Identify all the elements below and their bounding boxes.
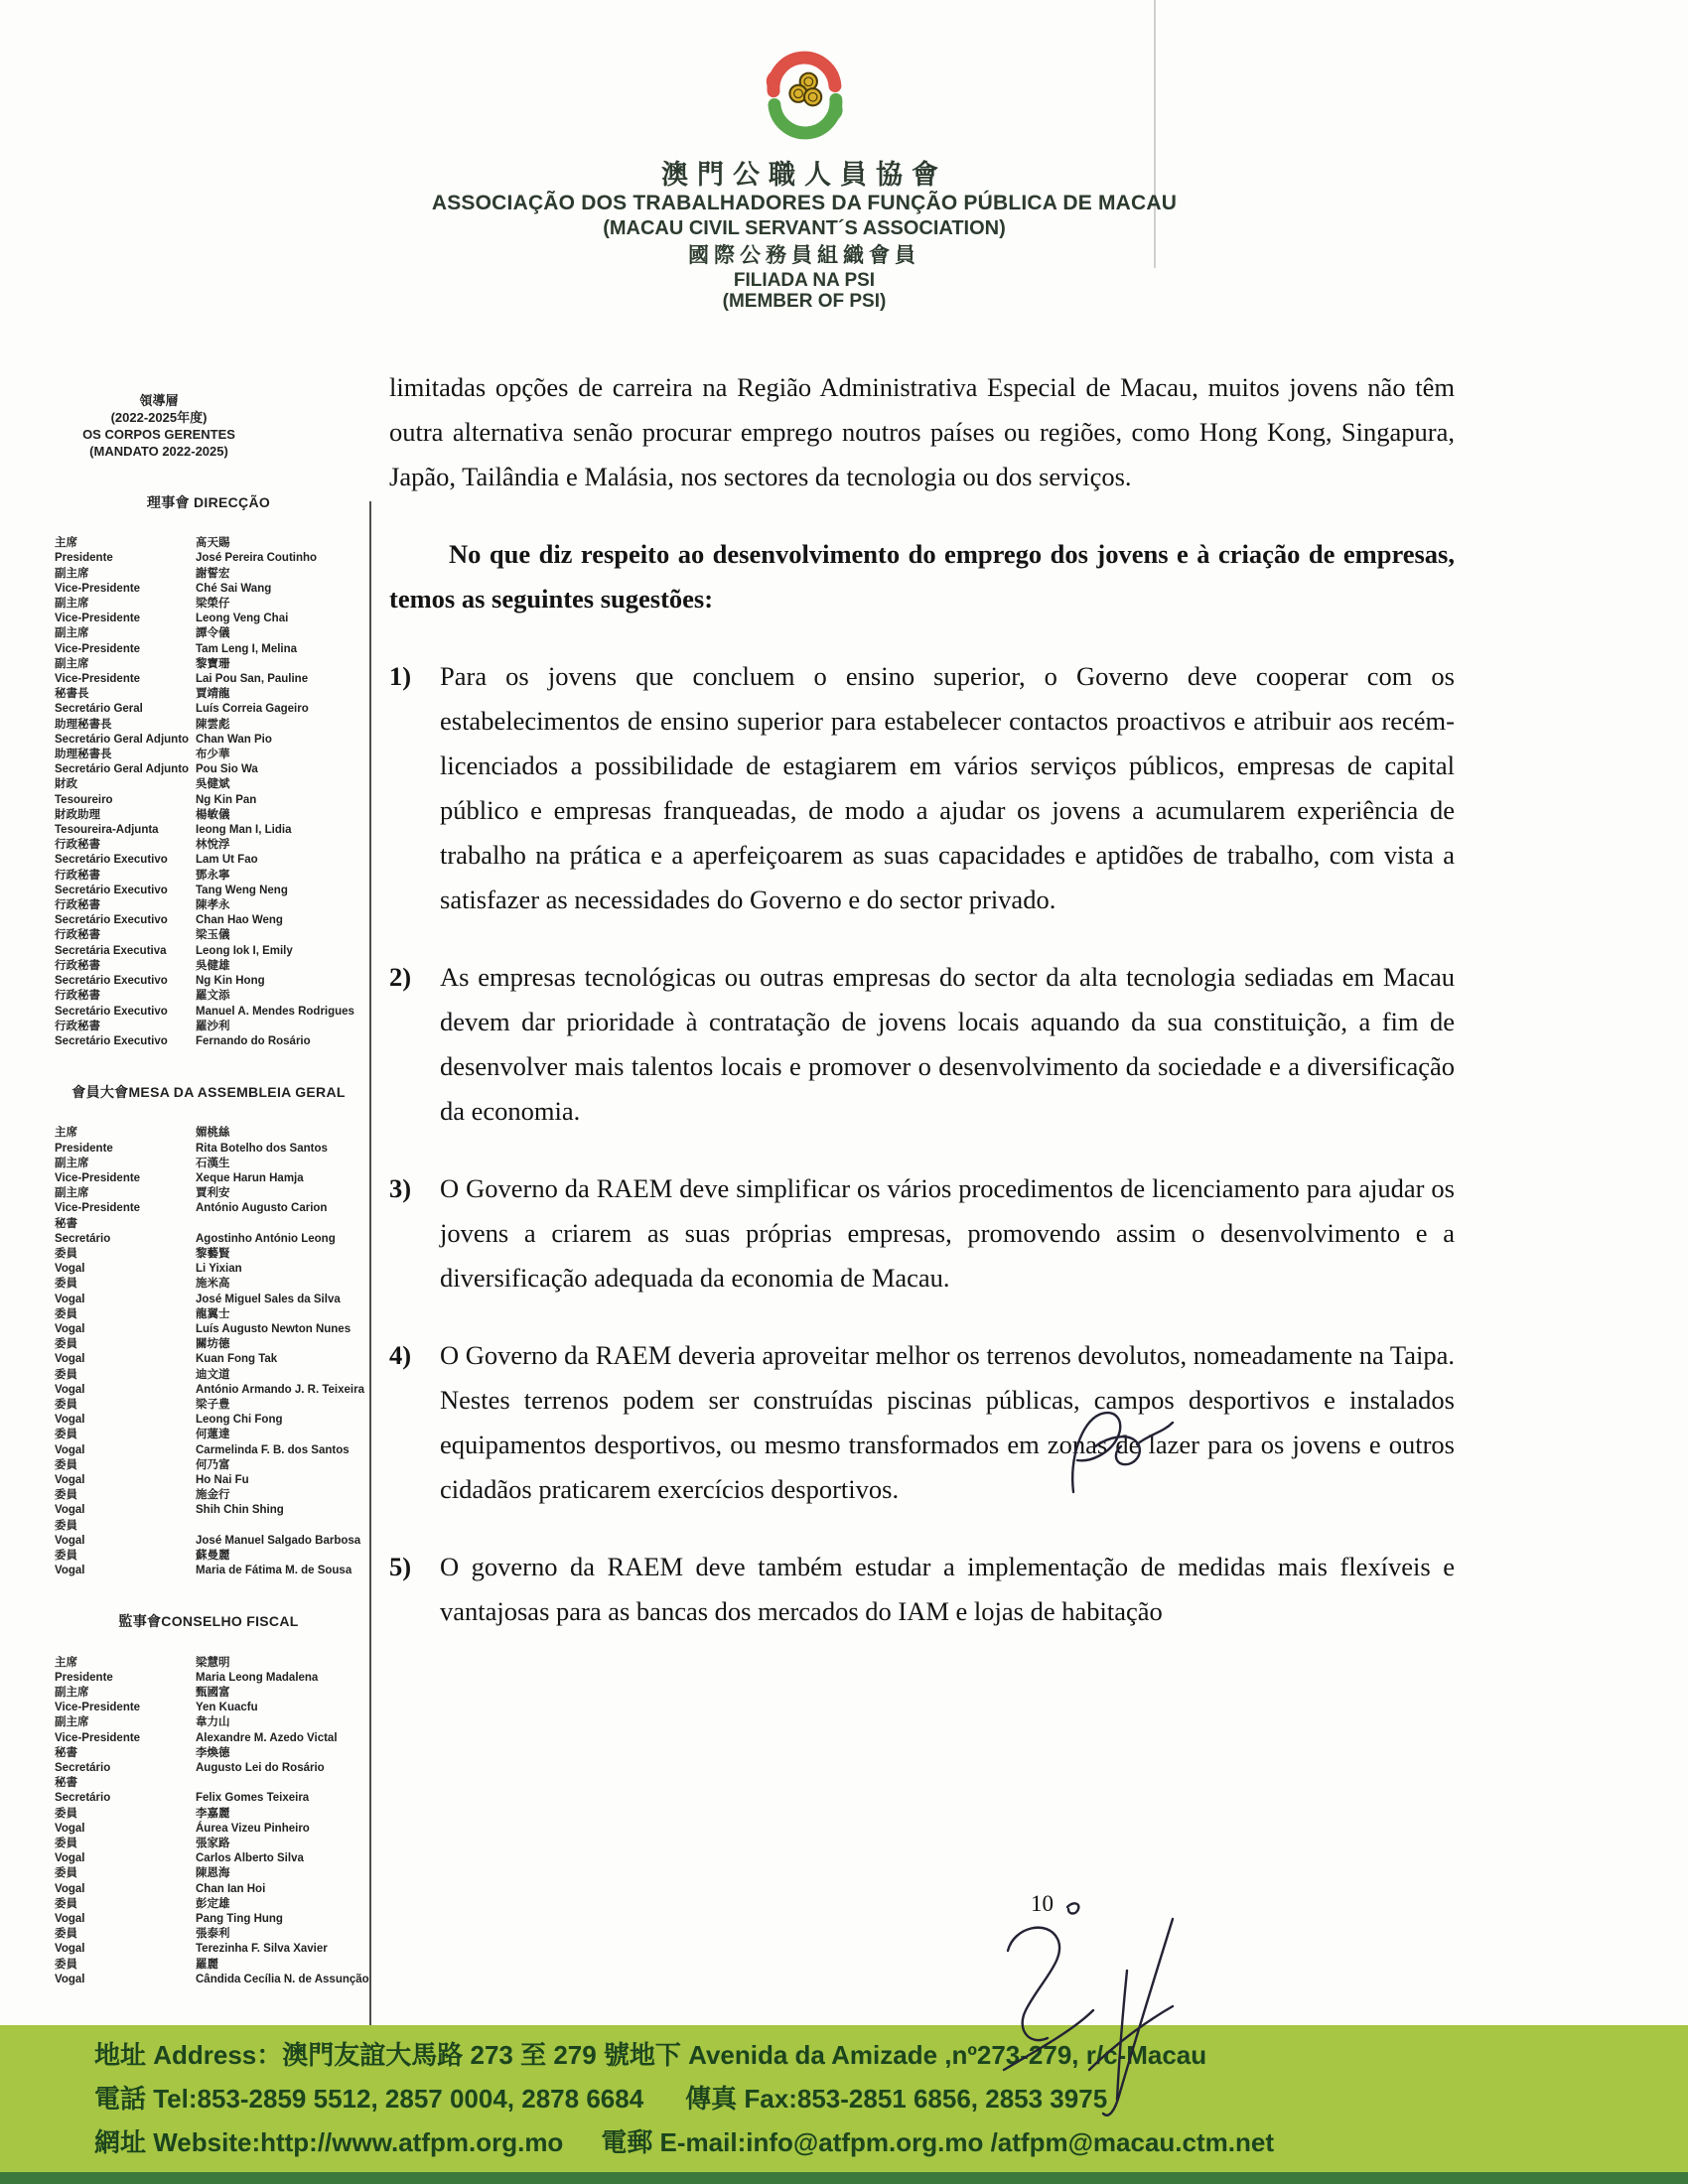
suggestion-item <box>389 1545 1455 1634</box>
member-name: Leong Chi Fong <box>196 1414 283 1427</box>
member-name: Yen Kuacfu <box>196 1702 258 1714</box>
member-name: Carmelinda F. B. dos Santos <box>196 1443 350 1456</box>
member-role: Vogal <box>55 1473 85 1486</box>
signature-flourish <box>1072 1413 1120 1492</box>
leadership-sidebar <box>55 392 370 1987</box>
member-role: Secretário Geral Adjunto <box>55 733 190 746</box>
member-name: Chan Wan Pio <box>196 733 272 746</box>
member-role: 行政秘書 <box>55 959 100 972</box>
member-role: Vice-Presidente <box>55 1702 141 1714</box>
member-role: Secretário Geral <box>55 703 143 716</box>
member-role: Tesoureiro <box>55 793 113 806</box>
member-name: Cândida Cecília N. de Assunção <box>196 1973 369 1985</box>
member-name: Ng Kin Pan <box>196 793 257 806</box>
org-name-chinese: 澳門公職人員協會 <box>661 160 947 190</box>
member-name: Tam Leng I, Melina <box>196 642 298 655</box>
member-name: 何乃富 <box>196 1458 230 1471</box>
member-name: Carlos Alberto Silva <box>196 1852 304 1865</box>
member-role: 委員 <box>55 1838 77 1850</box>
member-name: 張泰利 <box>196 1928 230 1941</box>
logo-hand-bottom <box>774 99 836 133</box>
footer-bottom-edge <box>0 2172 1688 2184</box>
letterhead <box>283 38 1326 312</box>
member-role: Tesoureira-Adjunta <box>55 824 159 837</box>
member-role: Vogal <box>55 1383 85 1396</box>
member-name: 施米高 <box>196 1278 230 1291</box>
member-role: Vogal <box>55 1353 85 1366</box>
member-role: Vogal <box>55 1943 85 1956</box>
member-role: 委員 <box>55 1897 77 1910</box>
member-role: 副主席 <box>55 627 89 640</box>
suggestion-item <box>389 955 1455 1134</box>
member-name: Chan Ian Hoi <box>196 1882 266 1895</box>
member-role: 行政秘書 <box>55 1020 100 1032</box>
member-name: José Miguel Sales da Silva <box>196 1293 341 1305</box>
member-name: Lai Pou San, Pauline <box>196 673 309 686</box>
member-role: Secretário Geral Adjunto <box>55 763 190 776</box>
sidebar-term-zh: (2022-2025年度) <box>110 410 208 425</box>
member-name: Shih Chin Shing <box>196 1504 284 1517</box>
member-role: 副主席 <box>55 567 89 580</box>
footer-line-web <box>0 2120 1688 2164</box>
member-name: 謝誓宏 <box>196 567 230 580</box>
sidebar-title-zh: 領導層 <box>139 393 179 408</box>
footer-email: 電郵 E-mail:info@atfpm.org.mo /atfpm@macau.ctm.net <box>601 2127 1274 2157</box>
sidebar-term-pt: (MANDATO 2022-2025) <box>89 444 228 459</box>
member-name: 譚令儀 <box>196 627 230 640</box>
member-role: Vice-Presidente <box>55 1202 141 1215</box>
item-text: O Governo da RAEM deveria aproveitar melhor os terrenos devolutos, nomeadamente na Taipa. Nestes terrenos podem ser construídas piscinas públicas, campos desportivos e instalados equipamentos desportivos, ou mesmo transformados em zonas de lazer para os jovens e outros cidadãos praticarem exercícios desportivos. <box>440 1340 1455 1504</box>
footer-website: 網址 Website:http://www.atfpm.org.mo <box>94 2127 564 2157</box>
member-name: Maria de Fátima M. de Sousa <box>196 1565 352 1577</box>
member-role: 行政秘書 <box>55 869 100 882</box>
affiliation-psi: FILIADA NA PSI <box>733 270 876 291</box>
signature-stroke <box>1089 2006 1173 2070</box>
footer-contact-band <box>0 2025 1688 2184</box>
member-name: 梁玉儀 <box>196 929 230 942</box>
member-name: António Augusto Carion <box>196 1202 328 1215</box>
member-role: Secretário Executivo <box>55 975 168 988</box>
member-name: José Manuel Salgado Barbosa <box>196 1534 361 1547</box>
sidebar-section-heading: 會員大會MESA DA ASSEMBLEIA GERAL <box>71 1084 346 1101</box>
member-role: 委員 <box>55 1807 77 1820</box>
member-role: 委員 <box>55 1368 77 1381</box>
item-text: Para os jovens que concluem o ensino superior, o Governo deve cooperar com os estabelecimentos de ensino superior para estabelecer contactos proactivos e atribuir aos recém-licenciados a possibilidade de estagiarem em vários serviços públicos, empresas de capital público e empresas franqueadas, de modo a ajudar os jovens a acumularem experiência de trabalho na prática e a aperfeiçoarem as suas capacidades e aptidões de trabalho, com vista a satisfazer as necessidades do Governo e do sector privado. <box>440 661 1455 914</box>
member-name: Augusto Lei do Rosário <box>196 1762 325 1775</box>
member-role: 主席 <box>55 1656 77 1669</box>
member-role: Vogal <box>55 1822 85 1835</box>
item-text: O Governo da RAEM deve simplificar os vários procedimentos de licenciamento para ajudar os jovens a criarem as suas próprias empresas, promovendo assim o desenvolvimento e a diversificação adequada da economia de Macau. <box>440 1173 1455 1293</box>
member-role: Vogal <box>55 1534 85 1547</box>
member-role: 行政秘書 <box>55 839 100 852</box>
member-name: Tang Weng Neng <box>196 884 288 896</box>
member-name: Agostinho António Leong <box>196 1232 336 1245</box>
member-name: 關坊德 <box>196 1338 230 1351</box>
member-name: 鄧永寧 <box>196 869 230 882</box>
member-role: Secretária Executiva <box>55 944 167 957</box>
member-role: 委員 <box>55 1307 77 1320</box>
member-name: 賈靖龍 <box>196 688 230 701</box>
member-role: Secretário Executivo <box>55 1005 168 1018</box>
member-name: 梁子豊 <box>196 1398 230 1411</box>
member-name: 何蓮達 <box>196 1429 230 1441</box>
item-number: 1) <box>389 661 412 691</box>
member-name: Leong Veng Chai <box>196 613 289 625</box>
page-number: 10 <box>1031 1891 1054 1916</box>
item-number: 5) <box>389 1552 412 1581</box>
member-role: 副主席 <box>55 657 89 670</box>
member-name: Kuan Fong Tak <box>196 1353 278 1366</box>
member-name: Alexandre M. Azedo Victal <box>196 1731 338 1744</box>
member-name: José Pereira Coutinho <box>196 552 318 565</box>
member-name: 陳雲彪 <box>196 718 230 731</box>
member-role: Presidente <box>55 1671 113 1684</box>
member-name: Ng Kin Hong <box>196 975 265 988</box>
member-name: 黎寶珊 <box>196 657 230 670</box>
member-role: Secretário <box>55 1762 111 1775</box>
member-role: Vogal <box>55 1565 85 1577</box>
sidebar-section-heading: 理事會 DIRECÇÃO <box>146 494 271 510</box>
item-text: O governo da RAEM deve também estudar a implementação de medidas mais flexíveis e vantajosas para as bancas dos mercados do IAM e lojas de habitação <box>440 1552 1455 1626</box>
member-name: 媚桃絲 <box>196 1127 230 1140</box>
signature-stroke <box>1004 2010 1093 2070</box>
member-name: Áurea Vizeu Pinheiro <box>196 1822 310 1835</box>
member-name: 羅沙利 <box>196 1020 230 1032</box>
member-role: 財政 <box>55 778 77 791</box>
member-name: 李嘉麗 <box>196 1807 230 1820</box>
member-role: Presidente <box>55 1142 113 1155</box>
member-role: Vice-Presidente <box>55 613 141 625</box>
member-name: 梁榮仔 <box>196 598 230 611</box>
member-role: 行政秘書 <box>55 929 100 942</box>
member-role: Vogal <box>55 1852 85 1865</box>
member-name: 吳健雄 <box>196 959 230 972</box>
member-role: 主席 <box>55 537 77 550</box>
signature-flourish <box>1095 1436 1140 1464</box>
member-role: 委員 <box>55 1928 77 1941</box>
member-role: Vice-Presidente <box>55 1171 141 1184</box>
member-name: 黎藝賢 <box>196 1247 230 1260</box>
logo-coin <box>804 88 821 105</box>
member-role: 行政秘書 <box>55 990 100 1003</box>
member-name: António Armando J. R. Teixeira <box>196 1383 364 1396</box>
member-name: Fernando do Rosário <box>196 1034 311 1047</box>
member-role: Secretário Executivo <box>55 914 168 927</box>
sidebar-member-list <box>55 1126 370 1578</box>
suggestion-item <box>389 654 1455 922</box>
member-role: Vogal <box>55 1443 85 1456</box>
member-role: 委員 <box>55 1278 77 1291</box>
member-role: Vogal <box>55 1913 85 1926</box>
org-name-portuguese: ASSOCIAÇÃO DOS TRABALHADORES DA FUNÇÃO PÚBLICA DE MACAU <box>431 192 1178 214</box>
member-role: 委員 <box>55 1398 77 1411</box>
signature-stroke <box>1117 1971 1127 2100</box>
sidebar-member-list <box>55 1656 370 1987</box>
member-name: 彭定雄 <box>196 1897 230 1910</box>
member-name: Rita Botelho dos Santos <box>196 1142 328 1155</box>
member-role: 副主席 <box>55 1187 89 1200</box>
member-name: Ché Sai Wang <box>196 582 272 595</box>
signature-flourish <box>1137 1423 1173 1444</box>
member-name: Pou Sio Wa <box>196 763 258 776</box>
member-role: 副主席 <box>55 598 89 611</box>
affiliation-chinese: 國際公務員組織會員 <box>688 244 920 267</box>
member-role: 助理秘書長 <box>55 749 112 761</box>
member-role: 助理秘書長 <box>55 718 112 731</box>
member-name: Maria Leong Madalena <box>196 1671 319 1684</box>
member-name: Luís Correia Gageiro <box>196 703 309 716</box>
member-name: 張家路 <box>196 1838 230 1850</box>
handwritten-mark <box>1067 1903 1078 1913</box>
member-role: 主席 <box>55 1127 77 1140</box>
member-role: 秘書 <box>55 1217 77 1230</box>
member-role: Vice-Presidente <box>55 1731 141 1744</box>
member-name: 甄國富 <box>196 1687 230 1700</box>
sidebar-section-heading: 監事會CONSELHO FISCAL <box>118 1613 299 1630</box>
member-name: 蘇曼麗 <box>196 1550 230 1562</box>
member-role: Vogal <box>55 1263 85 1276</box>
sidebar-sections <box>55 495 370 1987</box>
sidebar-member-list <box>55 536 370 1049</box>
item-text: As empresas tecnológicas ou outras empresas do sector da alta tecnologia sediadas em Macau devem dar prioridade à contratação de jovens locais aquando da sua constituição, a fim de desenvolver mais talentos locais e promover o desenvolvimento da sociedade e a diversificação da economia. <box>440 962 1455 1126</box>
member-name: 韋力山 <box>196 1716 230 1729</box>
member-name: 陳孝永 <box>196 899 230 912</box>
suggestion-list <box>389 654 1455 1634</box>
suggestion-item <box>389 1166 1455 1300</box>
member-name: 吳健斌 <box>196 778 230 791</box>
member-role: 副主席 <box>55 1157 89 1169</box>
member-role: Secretário <box>55 1232 111 1245</box>
member-name: 施金行 <box>196 1489 230 1502</box>
letter-body <box>389 365 1455 1634</box>
suggestion-item <box>389 1333 1455 1512</box>
member-name: 迪文道 <box>196 1368 230 1381</box>
member-name: 賈利安 <box>196 1187 230 1200</box>
member-role: 委員 <box>55 1550 77 1562</box>
association-logo <box>762 38 847 153</box>
member-role: Secretário <box>55 1792 111 1805</box>
signature-stroke <box>1008 1928 1059 2040</box>
member-name: 林悅浮 <box>196 839 230 852</box>
lead-paragraph: No que diz respeito ao desenvolvimento do emprego dos jovens e à criação de empresas, temos as seguintes sugestões: <box>389 539 1455 614</box>
member-role: Vogal <box>55 1293 85 1305</box>
item-number: 3) <box>389 1173 412 1203</box>
footer-telephone: 電話 Tel:853-2859 5512, 2857 0004, 2878 6684 <box>94 2084 644 2114</box>
signature-stroke <box>1103 1919 1173 2116</box>
member-role: 委員 <box>55 1458 77 1471</box>
member-role: Presidente <box>55 552 113 565</box>
member-name: Li Yixian <box>196 1263 242 1276</box>
member-name <box>196 1776 370 1791</box>
member-role: 副主席 <box>55 1687 89 1700</box>
member-name: Terezinha F. Silva Xavier <box>196 1943 328 1956</box>
member-name: 梁慧明 <box>196 1656 230 1669</box>
member-name: Ho Nai Fu <box>196 1473 249 1486</box>
item-number: 2) <box>389 962 412 992</box>
member-role: 秘書 <box>55 1777 77 1790</box>
member-name: 楊敏儀 <box>196 808 230 821</box>
member-name: Ieong Man I, Lidia <box>196 824 292 837</box>
member-name: Luís Augusto Newton Nunes <box>196 1322 352 1335</box>
member-role: 委員 <box>55 1519 77 1532</box>
footer-fax: 傳真 Fax:853-2851 6856, 2853 3975 <box>685 2084 1108 2114</box>
member-name: 髙天賜 <box>196 537 230 550</box>
member-role: Secretário Executivo <box>55 854 168 867</box>
sidebar-header <box>55 392 263 460</box>
member-role: 委員 <box>55 1338 77 1351</box>
member-name: Manuel A. Mendes Rodrigues <box>196 1005 354 1018</box>
footer-line-address <box>0 2025 1688 2077</box>
member-name <box>196 1217 370 1232</box>
member-name: 陳恩海 <box>196 1867 230 1880</box>
member-name: 石漢生 <box>196 1157 230 1169</box>
member-role: Secretário Executivo <box>55 884 168 896</box>
footer-line-phone <box>0 2077 1688 2120</box>
member-role: 委員 <box>55 1958 77 1971</box>
footer-address: 地址 Address：澳門友誼大馬路 273 至 279 號地下 Avenida da Amizade ,nº273-279, r/c-Macau <box>94 2040 1207 2070</box>
member-role: 秘書 <box>55 1746 77 1759</box>
member-name: 李煥德 <box>196 1746 230 1759</box>
member-role: 委員 <box>55 1489 77 1502</box>
member-name: Lam Ut Fao <box>196 854 258 867</box>
item-number: 4) <box>389 1340 412 1370</box>
member-role: Vice-Presidente <box>55 642 141 655</box>
member-role: Vogal <box>55 1882 85 1895</box>
member-name: Xeque Harun Hamja <box>196 1171 304 1184</box>
member-name: Leong Iok I, Emily <box>196 944 293 957</box>
member-role: Secretário Executivo <box>55 1034 168 1047</box>
member-name: 羅麗 <box>196 1958 218 1971</box>
member-name: Felix Gomes Teixeira <box>196 1792 310 1805</box>
sidebar-title-pt: OS CORPOS GERENTES <box>82 427 235 442</box>
member-role: 副主席 <box>55 1716 89 1729</box>
member-role: 委員 <box>55 1429 77 1441</box>
member-name: 布少華 <box>196 749 230 761</box>
member-role: Vogal <box>55 1414 85 1427</box>
member-role: 財政助理 <box>55 808 100 821</box>
member-role: Vice-Presidente <box>55 673 141 686</box>
handwritten-signatures <box>978 1375 1211 2149</box>
member-name: Pang Ting Hung <box>196 1913 283 1926</box>
member-role: 委員 <box>55 1867 77 1880</box>
member-role: Vogal <box>55 1504 85 1517</box>
member-role: 行政秘書 <box>55 899 100 912</box>
member-name: 龍翼士 <box>196 1307 230 1320</box>
affiliation-psi-english: (MEMBER OF PSI) <box>722 291 887 312</box>
member-name <box>196 1519 370 1534</box>
org-name-english: (MACAU CIVIL SERVANT´S ASSOCIATION) <box>603 217 1006 239</box>
intro-paragraph: limitadas opções de carreira na Região Administrativa Especial de Macau, muitos jovens não têm outra alternativa senão procurar emprego noutros países ou regiões, como Hong Kong, Singapura, Japão, Tailândia e Malásia, nos sectores da tecnologia ou dos serviços. <box>389 372 1455 491</box>
member-role: Vogal <box>55 1973 85 1985</box>
member-role: Vogal <box>55 1322 85 1335</box>
member-role: 委員 <box>55 1247 77 1260</box>
member-name: Chan Hao Weng <box>196 914 283 927</box>
member-name: 羅文添 <box>196 990 230 1003</box>
member-role: Vice-Presidente <box>55 582 141 595</box>
member-role: 秘書長 <box>55 688 89 701</box>
